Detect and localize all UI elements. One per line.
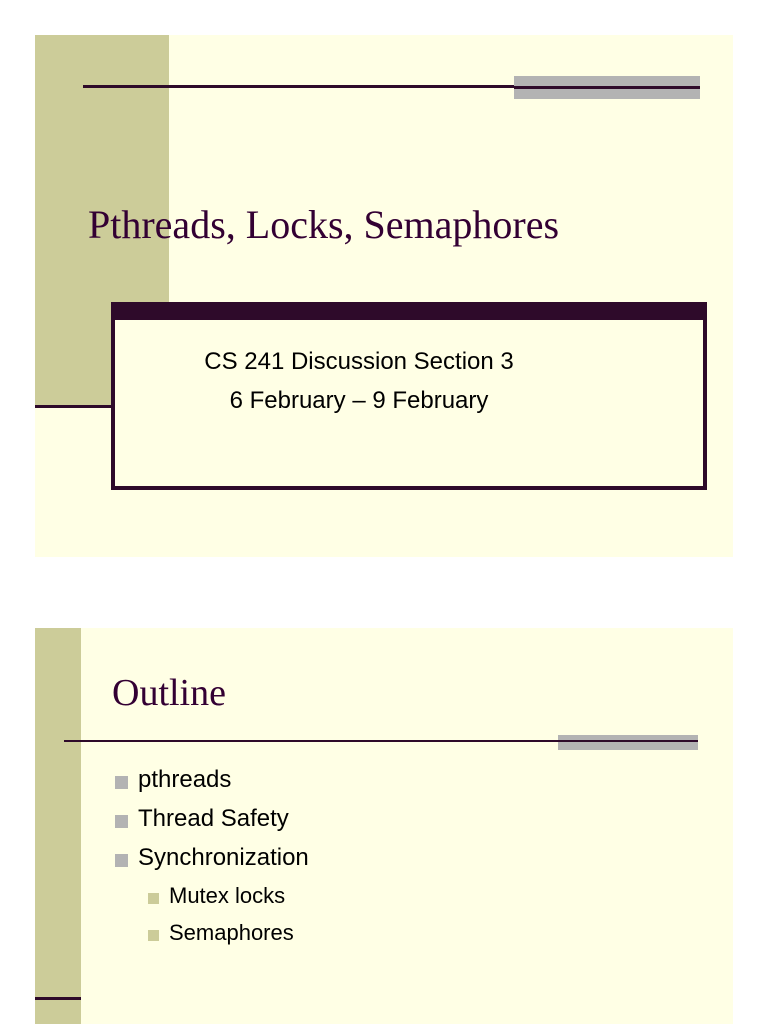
subtitle-box (111, 302, 707, 490)
outline-slide: Outline pthreads Thread Safety Synchronization Mutex locks Semaphores (35, 628, 733, 1024)
square-bullet-icon (115, 854, 128, 867)
slide-title: Pthreads, Locks, Semaphores (88, 202, 560, 247)
subtitle-box-header (115, 306, 703, 320)
gray-accent-bar (558, 735, 698, 750)
square-bullet-icon (115, 815, 128, 828)
square-bullet-icon (148, 893, 159, 904)
subtitle-dates: 6 February – 9 February (229, 387, 489, 414)
slide-title: Outline (112, 672, 226, 714)
title-slide (35, 35, 733, 557)
subtitle-course: CS 241 Discussion Section 3 (204, 348, 514, 375)
left-stripe (35, 628, 81, 1024)
left-rule (35, 997, 81, 1000)
square-bullet-icon (148, 930, 159, 941)
gray-accent-bar (514, 76, 700, 99)
square-bullet-icon (115, 776, 128, 789)
